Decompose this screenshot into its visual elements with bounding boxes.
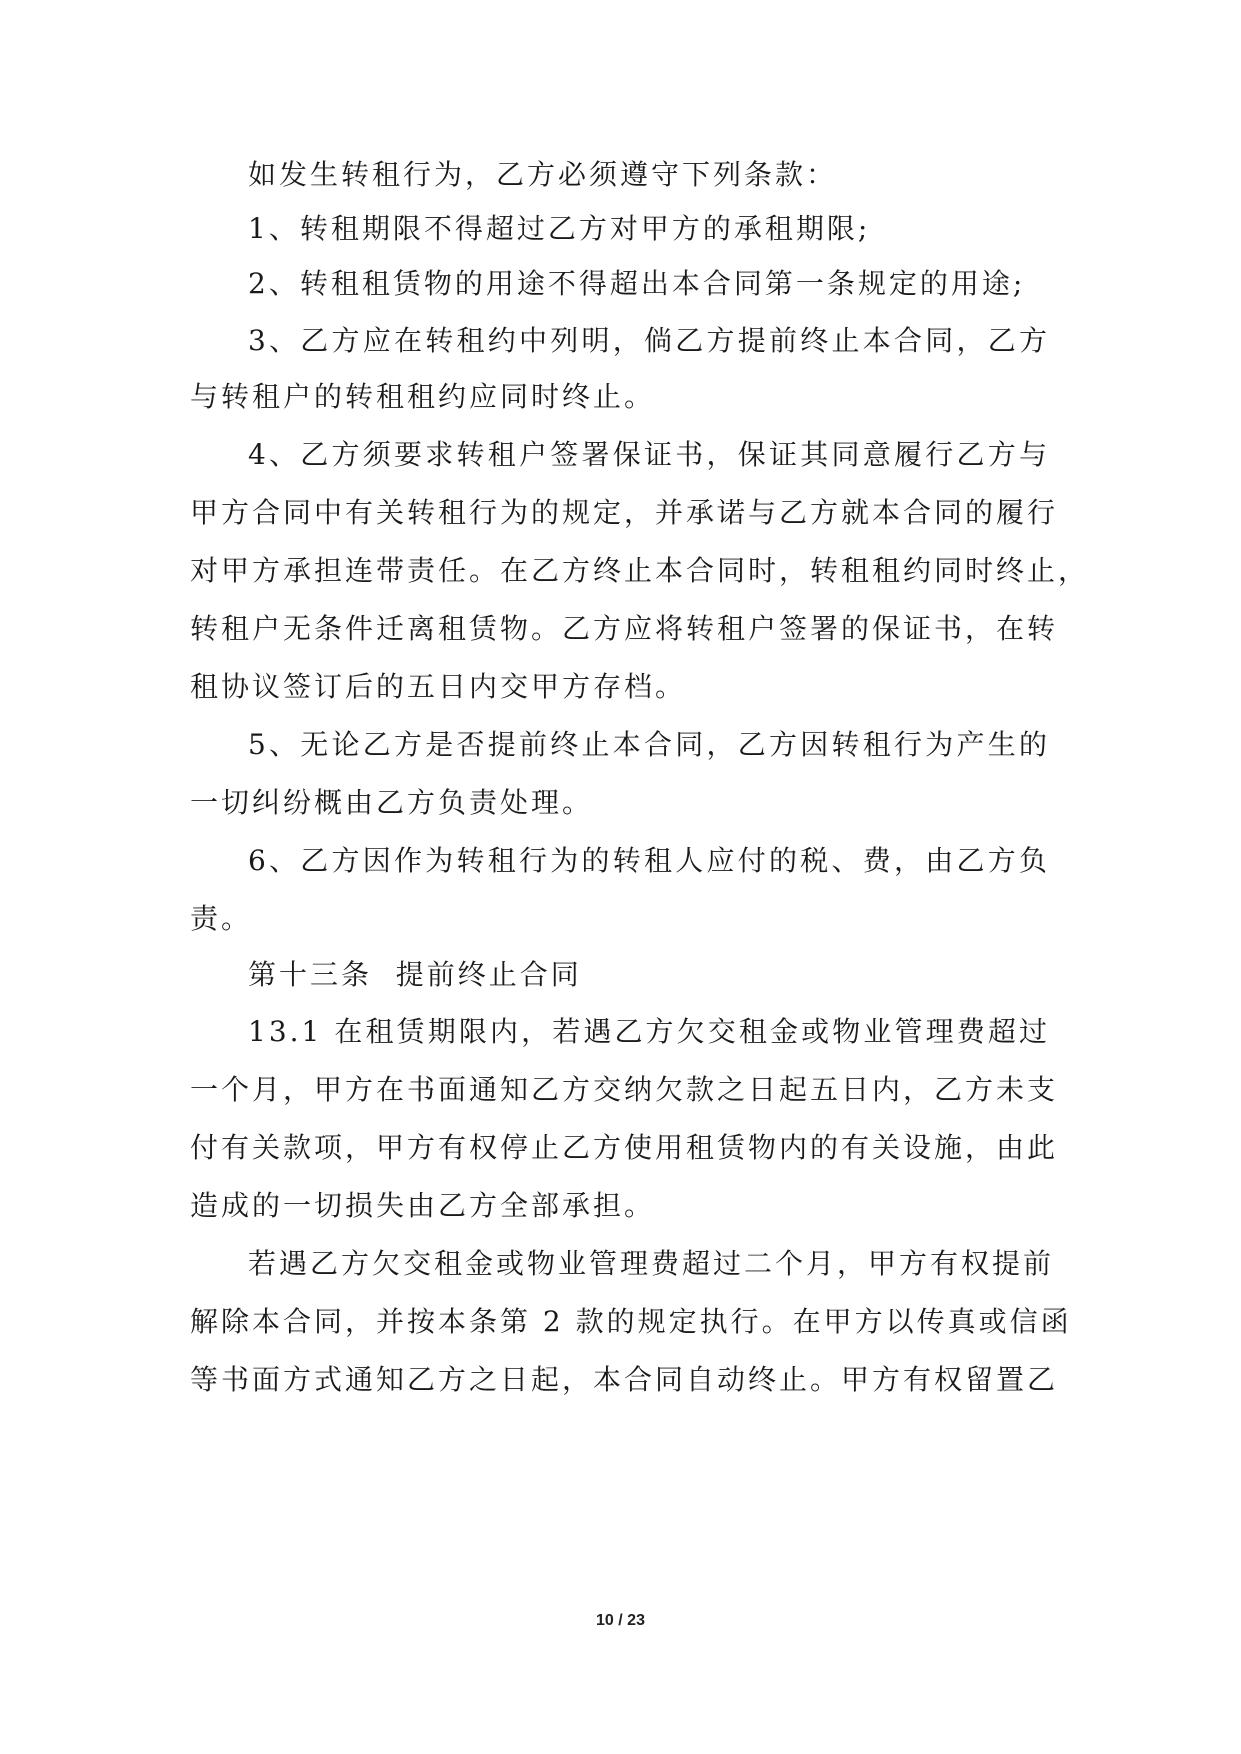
paragraph-line: 2、转租租赁物的用途不得超出本合同第一条规定的用途; xyxy=(248,267,1026,300)
paragraph-line: 6、乙方因作为转租行为的转租人应付的税、费，由乙方负 xyxy=(248,844,1050,877)
paragraph-line: 付有关款项，甲方有权停止乙方使用租赁物内的有关设施，由此 xyxy=(190,1131,1059,1164)
paragraph-line: 甲方合同中有关转租行为的规定，并承诺与乙方就本合同的履行 xyxy=(190,496,1059,529)
paragraph-line: 对甲方承担连带责任。在乙方终止本合同时，转租租约同时终止， xyxy=(190,554,1090,587)
paragraph-line: 造成的一切损失由乙方全部承担。 xyxy=(190,1189,656,1222)
paragraph-line: 5、无论乙方是否提前终止本合同，乙方因转租行为产生的 xyxy=(248,728,1050,761)
paragraph-line: 一切纠纷概由乙方负责处理。 xyxy=(190,786,594,819)
paragraph-line: 转租户无条件迁离租赁物。乙方应将转租户签署的保证书，在转 xyxy=(190,612,1059,645)
paragraph-line: 与转租户的转租租约应同时终止。 xyxy=(190,380,656,413)
paragraph-line: 4、乙方须要求转租户签署保证书，保证其同意履行乙方与 xyxy=(248,438,1050,471)
paragraph-line: 13.1 在租赁期限内，若遇乙方欠交租金或物业管理费超过 xyxy=(248,1015,1050,1048)
paragraph-line: 一个月，甲方在书面通知乙方交纳欠款之日起五日内，乙方未支 xyxy=(190,1073,1059,1106)
page-number: 10 / 23 xyxy=(596,1612,645,1629)
paragraph-line: 如发生转租行为，乙方必须遵守下列条款： xyxy=(248,158,838,191)
paragraph-line: 解除本合同，并按本条第 2 款的规定执行。在甲方以传真或信函 xyxy=(190,1305,1072,1338)
paragraph-line: 若遇乙方欠交租金或物业管理费超过二个月，甲方有权提前 xyxy=(248,1247,1055,1280)
paragraph-line: 3、乙方应在转租约中列明，倘乙方提前终止本合同，乙方 xyxy=(248,324,1050,357)
paragraph-line: 责。 xyxy=(190,902,253,935)
paragraph-line: 等书面方式通知乙方之日起，本合同自动终止。甲方有权留置乙 xyxy=(190,1363,1059,1396)
section-heading: 第十三条 提前终止合同 xyxy=(248,958,582,991)
paragraph-line: 1、转租期限不得超过乙方对甲方的承租期限; xyxy=(248,212,871,245)
paragraph-line: 租协议签订后的五日内交甲方存档。 xyxy=(190,670,687,703)
